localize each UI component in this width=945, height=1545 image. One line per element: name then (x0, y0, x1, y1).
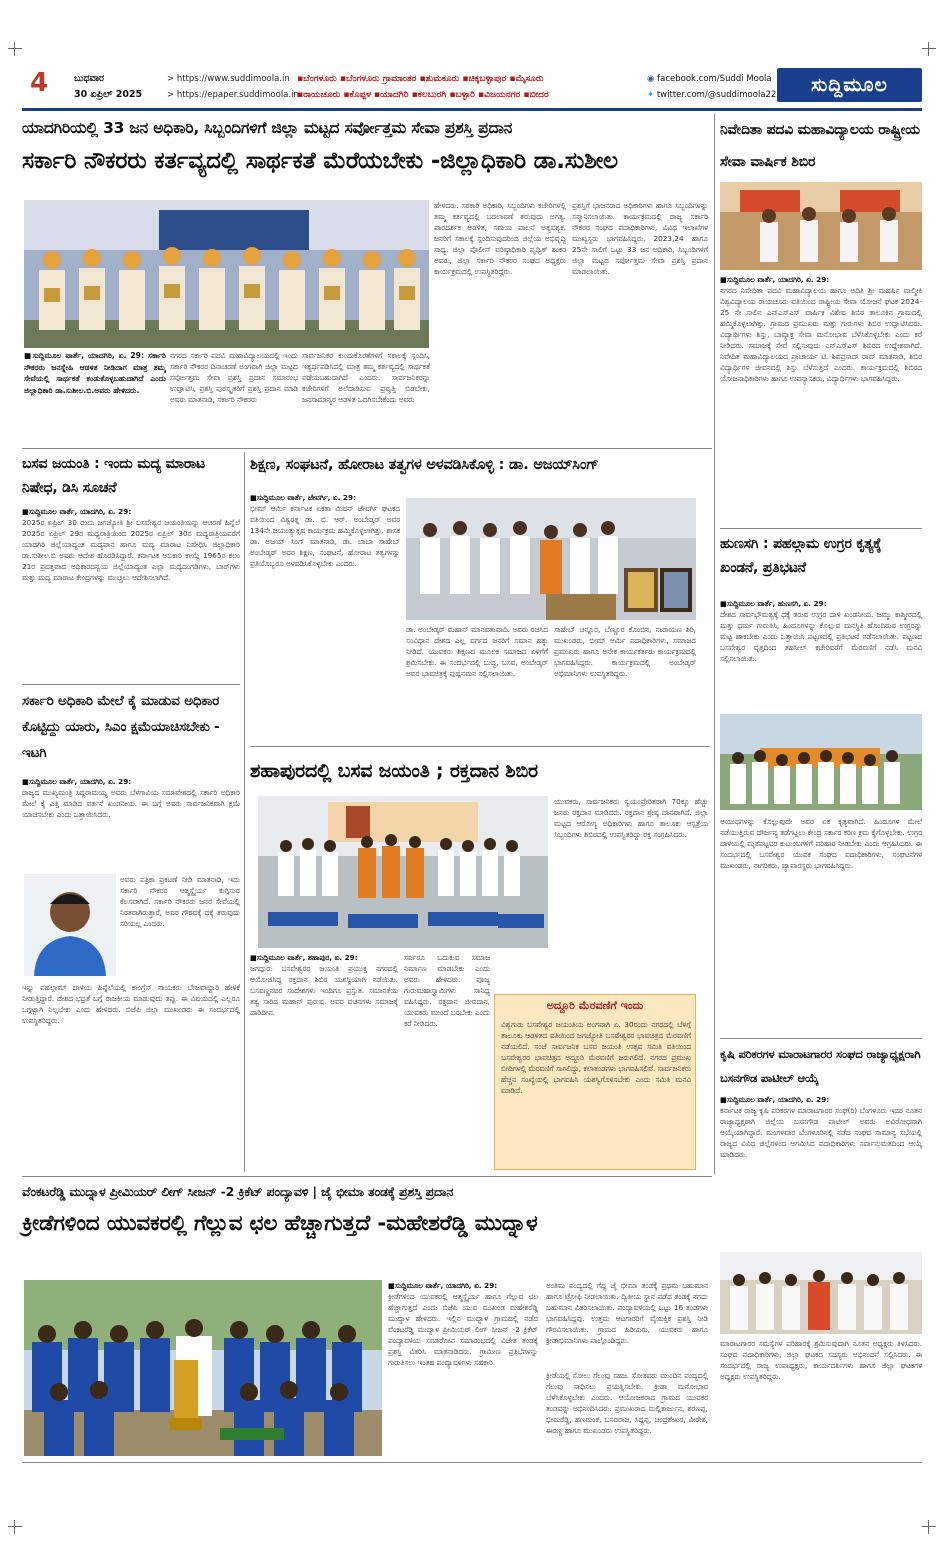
crop-mark (922, 1520, 936, 1534)
edition-cities (297, 71, 642, 103)
liquor-ban-byline: ■ಸುದ್ದಿಮೂಲ ವಾರ್ತೆ, ಯಾದಗಿರಿ, ಏ. 29: (22, 507, 132, 516)
site-links (167, 71, 299, 103)
blood-donation-byline: ■ಸುದ್ದಿಮೂಲ ವಾರ್ತೆ, ಶಹಾಪುರ, ಏ. 29: (250, 953, 358, 962)
lead-col-4: ಪ್ರಶಸ್ತಿಗೆ ಭಾಜನರಾದ ಅಧಿಕಾರಿಗಳು ಹಾಗೂ ಸಿಬ್ಬಂದಿಗಳನ್ನು ಸನ್ಮಾನಿಸಲಾಯಿತು. ಕಾರ್ಯಕ್ರಮದಲ್ಲಿ ರಾಜ್ಯ ಸರ್ಕಾರಿ ನೌಕರರ ಸಂಘದ ಪದಾಧಿಕಾರಿಗಳು, ವಿವಿಧ ಇಲಾಖೆಗಳ ಮುಖ್ಯಸ್ಥರು ಭಾಗವಹಿಸಿದ್ದರು. 2023,24 ಹಾಗೂ 25ನೇ ಸಾಲಿಗೆ ಒಟ್ಟು 33 ಜನ ಅಧಿಕಾರಿ, ಸಿಬ್ಬಂದಿಗಳಿಗೆ ಜಿಲ್ಲಾ ಮಟ್ಟದ ಸರ್ವೋತ್ತಮ ಸೇವಾ ಪ್ರಶಸ್ತಿ ಪ್ರದಾನ ಮಾಡಲಾಯಿತು. (572, 201, 708, 276)
section-divider (720, 1038, 922, 1039)
blood-donation-side: ಯುವಕರು, ಸಾರ್ವಜನಿಕರು ಸ್ವಯಂಪ್ರೇರಿತರಾಗಿ 70ಕ್ಕೂ ಹೆಚ್ಚು ಜನರು ರಕ್ತದಾನ ಮಾಡಿದರು. ರಕ್ತದಾನ ಶ್ರೇಷ್ಠ ದಾನವಾಗಿದೆ. ಜಿಲ್ಲಾ ಮಟ್ಟದ ಆರೋಗ್ಯ ಅಧಿಕಾರಿಗಳು ಹಾಗೂ ತಾಲೂಕು ಆಸ್ಪತ್ರೆಯ ಸಿಬ್ಬಂದಿಗಳು ಶಿಬಿರದಲ್ಲಿ ಉಪಸ್ಥಿತರಿದ್ದು ರಕ್ತ ಸಂಗ್ರಹಿಸಿದರು. (554, 797, 708, 839)
agri-dealers-article (720, 1042, 922, 1450)
liquor-ban-body-wrap (22, 506, 240, 678)
hunasagi-headline: ಹುಣಸಗಿ : ಪಹಲ್ಗಾಮ ಉಗ್ರರ ಕೃತ್ಯಕ್ಕೆ ಖಂಡನೆ, ಪ್ರತಿಭಟನೆ (720, 536, 882, 576)
lead-col-2: ಸಾರ್ವಜನಿಕರ ಕುಂದುಕೊರತೆಗಳಿಗೆ ಸಕಾಲಕ್ಕೆ ಸ್ಪಂದಿಸಿ, ಇತ್ಯರ್ಥಪಡಿಸಿದಲ್ಲಿ ಮಾತ್ರ ತಮ್ಮ ಕರ್ತವ್ಯದಲ್ಲಿ ಸಾರ್ಥಕತೆ ಪಡೆಯಬಹುದಾಗಿದೆ ಎಂದರು. ಸಾರ್ವಜನಿಕರನ್ನು ಕಚೇರಿಗಳಿಗೆ ಅಲೆದಾಡಿಸುವ ಪ್ರವೃತ್ತಿ ಬಿಡಬೇಕು, ಜನಸಾಮಾನ್ಯರ ಆಡಳಿತ ಒದಗಿಸಬೇಕೆಂದು ಅವರು (302, 351, 430, 404)
agri-dealers-body-2: ಮಾರಾಟಗಾರರ ಸಮಸ್ಯೆಗಳ ಪರಿಹಾರಕ್ಕೆ ಶ್ರಮಿಸುವುದಾಗಿ ನೂತನ ಅಧ್ಯಕ್ಷರು ತಿಳಿಸಿದರು. ಸಂಘದ ಪದಾಧಿಕಾರಿಗಳು, ಜಿಲ್ಲಾ ಘಟಕದ ಸದಸ್ಯರು ಅಭಿನಂದನೆ ಸಲ್ಲಿಸಿದರು. ಈ ಸಂದರ್ಭದಲ್ಲಿ ರಾಜ್ಯ ಉಪಾಧ್ಯಕ್ಷರು, ಕಾರ್ಯದರ್ಶಿಗಳು ಹಾಗೂ ಜಿಲ್ಲಾ ಘಟಕಗಳ ಅಧ್ಯಕ್ಷರು ಉಪಸ್ಥಿತರಿದ್ದರು. (720, 1339, 922, 1381)
lead-col-1: ನಗರದ ಸರ್ಕಾರಿ ಪದವಿ ಮಹಾವಿದ್ಯಾಲಯದಲ್ಲಿ ಇಂದು ಸರ್ಕಾರಿ ನೌಕರರ ದಿನಾಚರಣೆ ಅಂಗವಾಗಿ ಜಿಲ್ಲಾ ಮಟ್ಟದ ಸರ್ವೋತ್ತಮ ಸೇವಾ ಪ್ರಶಸ್ತಿ ಪ್ರದಾನ ಸಮಾರಂಭ ಉದ್ಘಾಟಿಸಿ, ಪ್ರಶಸ್ತಿ ಪುರಸ್ಕೃತರಿಗೆ ಪ್ರಶಸ್ತಿ ಪ್ರದಾನ ಮಾಡಿ ಅವರು ಮಾತನಾಡಿ, ಸರ್ಕಾರಿ ನೌಕರರು (170, 351, 298, 404)
nss-article (720, 114, 922, 510)
hunasagi-top-wrap (720, 598, 922, 708)
itagi-article (22, 688, 240, 1173)
blood-donation-photo (258, 796, 548, 948)
cricket-byline: ■ಸುದ್ದಿಮೂಲ ವಾರ್ತೆ, ಯಾದಗಿರಿ, ಏ. 29: (388, 1281, 498, 1290)
blood-donation-headline: ಶಹಾಪುರದಲ್ಲಿ ಬಸವ ಜಯಂತಿ ; ರಕ್ತದಾನ ಶಿಬಿರ (250, 760, 538, 782)
masthead (22, 68, 922, 106)
itagi-body-3: ಇನ್ನು ಪಹಲ್ಗಾಮ್ ದಾಳಿಯ ಹಿನ್ನೆಲೆಯಲ್ಲಿ ಕಾಂಗ್ರೆಸ್ ನಾಯಕರು ಬೇಜವಾಬ್ದಾರಿ ಹೇಳಿಕೆ ನೀಡುತ್ತಿದ್ದಾರೆ. ದೇಶದ ಭದ್ರತೆ ಬಗ್ಗೆ ರಾಜಕೀಯ ಮಾಡುವುದು ತಪ್ಪು. ಈ ವಿಷಯದಲ್ಲಿ ಎಲ್ಲರೂ ಒಗ್ಗಟ್ಟಾಗಿ ನಿಲ್ಲಬೇಕು ಎಂದು ಹೇಳಿದರು. ಬಿಜೆಪಿ ಜಿಲ್ಲಾ ಮುಖಂಡರು ಈ ಸಂದರ್ಭದಲ್ಲಿ ಉಪಸ್ಥಿತರಿದ್ದರು. (22, 983, 240, 1025)
ambedkar-byline: ■ಸುದ್ದಿಮೂಲ ವಾರ್ತೆ, ಜೇವರ್ಗಿ, ಏ. 29: (250, 493, 356, 502)
lead-headline: ಸರ್ಕಾರಿ ನೌಕರರು ಕರ್ತವ್ಯದಲ್ಲಿ ಸಾರ್ಥಕತೆ ಮೆರೆಯಬೇಕು -ಜಿಲ್ಲಾಧಿಕಾರಿ ಡಾ.ಸುಶೀಲ (22, 148, 618, 174)
itagi-byline: ■ಸುದ್ದಿಮೂಲ ವಾರ್ತೆ, ಯಾದಗಿರಿ, ಏ. 29: (22, 777, 132, 786)
ambedkar-article (250, 452, 710, 742)
hunasagi-article (720, 532, 922, 1032)
itagi-body-2: ಅವರು ಪತ್ರಿಕಾ ಪ್ರಕಟಣೆ ನೀಡಿ ಮಾತನಾಡಿ, ಇದು ಸರ್ಕಾರಿ ನೌಕರರ ಆತ್ಮಸ್ಥೈರ್ಯ ಕುಗ್ಗಿಸುವ ಕೆಲಸವಾಗಿದೆ. ಸರ್ಕಾರಿ ನೌಕರರು ಜನರ ಸೇವೆಯಲ್ಲಿ ನಿರತರಾಗಿರುತ್ತಾರೆ, ಅವರ ಗೌರವಕ್ಕೆ ಧಕ್ಕೆ ತರುವುದು ಸರಿಯಲ್ಲ ಎಂದರು. (120, 875, 240, 928)
itagi-headline: ಸರ್ಕಾರಿ ಅಧಿಕಾರಿ ಮೇಲೆ ಕೈ ಮಾಡುವ ಅಧಿಕಾರ ಕೊಟ್ಟಿದ್ದು ಯಾರು, ಸಿಎಂ ಕ್ಷಮೆಯಾಚಿಸಬೇಕು - ಇಟಗಿ (22, 693, 220, 761)
ambedkar-col-1-wrap (250, 492, 400, 742)
date: 30 ಏಪ್ರಿಲ್ 2025 (74, 89, 143, 100)
liquor-ban-headline: ಬಸವ ಜಯಂತಿ : ಇಂದು ಮದ್ಯ ಮಾರಾಟ ನಿಷೇಧ, ಡಿಸಿ ಸೂಚನೆ (22, 456, 205, 496)
agri-dealers-photo (720, 1252, 922, 1334)
ambedkar-headline: ಶಿಕ್ಷಣ, ಸಂಘಟನೆ, ಹೋರಾಟ ತತ್ವಗಳ ಅಳವಡಿಸಿಕೊಳ್ಳಿ : ಡಾ. ಅಜಯ್‌ಸಿಂಗ್ (250, 457, 599, 473)
agri-dealers-top-wrap (720, 1094, 922, 1248)
crop-mark (8, 1520, 22, 1534)
agri-dealers-headline: ಕೃಷಿ ಪರಿಕರಗಳ ಮಾರಾಟಗಾರರ ಸಂಘದ ರಾಜ್ಯಾಧ್ಯಕ್ಷರಾಗಿ ಬಸನಗೌಡ ಪಾಟೀಲ್ ಆಯ್ಕೆ (720, 1047, 921, 1085)
blood-donation-col-2: ಸರ್ವರೂ ಬದುಕುವ ಸಮಾಜ ನಿರ್ಮಾಣ ಮಾಡಬೇಕು ಎಂದು ಅವರು ಹೇಳಿದರು. ಪೂಜ್ಯ ಗುರುಮಹಾಸ್ವಾಮಿಗಳು ಸಾನಿಧ್ಯ ವಹಿಸಿದ್ದರು. ರಕ್ತದಾನ ಜೀವದಾನ, ಯುವಕರು ಮುಂದೆ ಬರಬೇಕು ಎಂದು ಕರೆ ನೀಡಿದರು. (404, 953, 490, 1028)
hunasagi-byline: ■ಸುದ್ದಿಮೂಲ ವಾರ್ತೆ, ಹುಣಸಗಿ, ಏ. 29: (720, 599, 827, 608)
page-bottom-rule (22, 1462, 922, 1463)
ambedkar-photo (406, 498, 696, 620)
column-divider (714, 114, 715, 1174)
nss-body: ನಗರದ ನಿವೇದಿತಾ ಪದವಿ ಮಹಾವಿದ್ಯಾಲಯ ಹಾಗೂ ಅದಿತಿ ಶ್ರೀ ಮಹರ್ಷಿ ವಾಲ್ಮೀಕಿ ವಿಶ್ವವಿದ್ಯಾಲಯ ರಾಯಚೂರು ವತಿಯಿಂದ ರಾಷ್ಟ್ರೀಯ ಸೇವಾ ಯೋಜನೆ ಘಟಕ 2024-25 ನೇ ಸಾಲಿನ ಎನ್‌ಎಸ್‌ಎಸ್ ವಾರ್ಷಿಕ ವಿಶೇಷ ಶಿಬಿರ ತಾಲೂಕಿನ ಗ್ರಾಮದಲ್ಲಿ ಹಮ್ಮಿಕೊಳ್ಳಲಾಗಿತ್ತು. ಗ್ರಾಮದ ಪ್ರಮುಖರು ಮತ್ತು ಗುರುಗಳು ಶಿಬಿರ ಉದ್ಘಾಟಿಸಿದರು. ವಿದ್ಯಾರ್ಥಿಗಳು ಶಿಸ್ತು, ಬಾವ್ಯಾಕ್ತ ಸೇವಾ ಮನೋಭಾವ ಬೆಳೆಸಿಕೊಳ್ಳಬೇಕು ಎಂದು ಕರೆ ನೀಡಿದರು. ಸಮಾಜಕ್ಕೆ ಸೇವೆ ಸಲ್ಲಿಸುವುದು ಎನ್‌ಎಸ್‌ಎಸ್ ಶಿಬಿರದ ಉದ್ದೇಶವಾಗಿದೆ. ನಿವೇದಿತ ಮಹಾವಿದ್ಯಾಲಯದ ಪ್ರಾಚಾರ್ಯ ಟಿ. ಶಿವಪ್ರಸಾದ್ ರಾವ್ ಮಾತನಾಡಿ, ಶಿಬಿರ ವಿದ್ಯಾರ್ಥಿಗಳ ಜೀವನದಲ್ಲಿ ಶಿಸ್ತು ಬೆಳೆಸುತ್ತದೆ ಎಂದರು. ಕಾರ್ಯಕ್ರಮದಲ್ಲಿ ಶಿಬಿರದ ಯೋಜನಾಧಿಕಾರಿಗಳು ಹಾಗೂ ಉಪನ್ಯಾಸಕರು, ವಿದ್ಯಾರ್ಥಿಗಳು ಭಾಗವಹಿಸಿದ್ದರು. (720, 286, 922, 383)
page-number: 4 (30, 68, 49, 98)
facebook-icon: ◉ (647, 74, 655, 84)
nss-photo (720, 182, 922, 270)
issue-date (74, 71, 142, 103)
cricket-col-3: ಕ್ರೀಡೆಯಲ್ಲಿ ಸೋಲು ಗೆಲುವು ಸಹಜ. ಸೋತವರು ಮುಂದಿನ ಪಂದ್ಯದಲ್ಲಿ ಗೆಲುವು ಸಾಧಿಸಲು ಪ್ರಯತ್ನಿಸಬೇಕು. ಕ್ರೀಡಾ ಮನೋಭಾವ ಬೆಳೆಸಿಕೊಳ್ಳಬೇಕು ಎಂದರು. ಆಯೋಜಕರಾದ ಗ್ರಾಮದ ಯುವಕರ ತಂಡವನ್ನು ಅಭಿನಂದಿಸಿದರು. ಪ್ರಮುಖರಾದ ಮಲ್ಲಿಕಾರ್ಜುನ, ಶರಣಪ್ಪ, ಭೀಮರೆಡ್ಡಿ, ಹಣಮಂತ, ಬಸವರಾಜ, ಸಿದ್ದಪ್ಪ, ಚಂದ್ರಶೇಖರ, ವೀರೇಶ, ಈರಣ್ಣ ಹಾಗೂ ಮುಖಂಡರು ಉಪಸ್ಥಿತರಿದ್ದರು. (546, 1371, 708, 1435)
crop-mark (922, 42, 936, 56)
cricket-team-photo (24, 1280, 382, 1456)
nss-body-wrap (720, 274, 922, 506)
nss-byline: ■ಸುದ್ದಿಮೂಲ ವಾರ್ತೆ, ಯಾದಗಿರಿ, ಏ. 29: (720, 275, 830, 284)
itagi-top-wrap (22, 776, 240, 866)
section-divider (22, 684, 240, 685)
lead-photo (24, 200, 429, 348)
crop-mark (8, 42, 22, 56)
section-divider (22, 448, 712, 449)
cricket-col-2: ಅಂತಿಮ ಪಂದ್ಯದಲ್ಲಿ ಗೆದ್ದ ಜೈ ಭೀಮಾ ತಂಡಕ್ಕೆ ಪ್ರಥಮ ಬಹುಮಾನ ಹಾಗೂ ಟ್ರೋಫಿ ನೀಡಲಾಯಿತು. ದ್ವಿತೀಯ ಸ್ಥಾನ ಪಡೆದ ತಂಡಕ್ಕೆ ನಗದು ಬಹುಮಾನ ವಿತರಿಸಲಾಯಿತು. ಪಂದ್ಯಾವಳಿಯಲ್ಲಿ ಒಟ್ಟು 16 ತಂಡಗಳು ಭಾಗವಹಿಸಿದ್ದವು. ಉತ್ತಮ ಆಟಗಾರರಿಗೆ ವೈಯಕ್ತಿಕ ಪ್ರಶಸ್ತಿ ನೀಡಿ ಗೌರವಿಸಲಾಯಿತು. ಗ್ರಾಮದ ಹಿರಿಯರು, ಯುವಕರು ಹಾಗೂ ಕ್ರೀಡಾಭಿಮಾನಿಗಳು ಪಾಲ್ಗೊಂಡಿದ್ದರು. (546, 1281, 708, 1345)
weekday: ಬುಧವಾರ (74, 73, 105, 84)
liquor-ban-body: 2025ರ ಏಪ್ರಿಲ್ 30 ರಂದು ಜಗಜ್ಯೋತಿ ಶ್ರೀ ಬಸವೇಶ್ವರ ಜಯಂತಿಯನ್ನು ಆಚರಣೆ ಹಿನ್ನೆಲೆ 2025ರ ಏಪ್ರಿಲ್ 29ರ ಮಧ್ಯರಾತ್ರಿಯಿಂದ 2025ರ ಏಪ್ರಿಲ್ 30ರ ಮಧ್ಯರಾತ್ರಿಯವರೆಗೆ ಯಾದಗಿರಿ ಜಿಲ್ಲೆಯಾದ್ಯಂತ ಮದ್ಯಪಾನ ಹಾಗೂ ಮದ್ಯ ಮಾರಾಟ ನಿಷೇಧಿಸಿ ಜಿಲ್ಲಾಧಿಕಾರಿ ಡಾ.ಸುಶೀಲ.ಬಿ ಅವರು ಆದೇಶ ಹೊರಡಿಸಿದ್ದಾರೆ. ಕರ್ನಾಟಕ ಅಬಕಾರಿ ಕಾಯ್ದೆ 1965ರ ಕಲಂ 21ರ ಪ್ರದತ್ತವಾದ ಅಧಿಕಾರದನ್ವಯ ಜಿಲ್ಲೆಯಾದ್ಯಂತ ಎಲ್ಲಾ ಮದ್ಯದಂಗಡಿಗಳು, ಬಾರ್‌ಗಳು ಮತ್ತು ಮದ್ಯ ಮಾರಾಟ ಕೇಂದ್ರಗಳನ್ನು ಮುಚ್ಚಲು ಆದೇಶಿಸಲಾಗಿದೆ. (22, 518, 240, 582)
section-divider (250, 746, 710, 747)
hunasagi-body-1: ದೇಶದ ಸಾರ್ವಭೌಮತ್ವಕ್ಕೆ ಧಕ್ಕೆ ತರುವ ಉಗ್ರರ ದಾಳಿ ಖಂಡನೀಯ. ಜಮ್ಮು ಕಾಶ್ಮೀರದಲ್ಲಿ ಮತ್ತು ಧರ್ಮ ಗುರುತಿಸಿ, ಹಿಂದೂಗಳನ್ನು ಕೊಲ್ಲುವ ಮನಸ್ಥಿತಿ ಹೊಂದಿರುವ ಉಗ್ರರನ್ನು ಮಟ್ಟ ಹಾಕಬೇಕು ಎಂದು ಒತ್ತಾಯಿಸಿ ಪಟ್ಟಣದಲ್ಲಿ ಪ್ರತಿಭಟನೆ ನಡೆಸಲಾಯಿತು. ಪಟ್ಟಣದ ಬಸವೇಶ್ವರ ವೃತ್ತದಿಂದ ತಹಸೀಲ್ ಕಚೇರಿವರೆಗೆ ಮೆರವಣಿಗೆ ನಡೆಸಿ ಮನವಿ ಸಲ್ಲಿಸಲಾಯಿತು. (720, 610, 922, 663)
cricket-headline: ಕ್ರೀಡೆಗಳಿಂದ ಯುವಕರಲ್ಲಿ ಗೆಲ್ಲುವ ಛಲ ಹೆಚ್ಚಾಗುತ್ತದೆ -ಮಹೇಶರೆಡ್ಡಿ ಮುದ್ನಾಳ (22, 1211, 538, 1236)
facebook-link[interactable]: facebook.com/Suddi Moola (657, 74, 772, 84)
hunasagi-photo (720, 714, 922, 810)
lead-col-3: ಹೇಳಿದರು. ಸರಕಾರಿ ಅಧಿಕಾರಿ, ಸಿಬ್ಬಂದಿಗಳು ಕಚೇರಿಗಳಲ್ಲಿ ತಮ್ಮ ಕರ್ತವ್ಯದಲ್ಲಿ ಬದಲಾವಣೆ ತರುವುದು ಅಗತ್ಯ. ಪಾರದರ್ಶಕ ಆಡಳಿತ, ಸಮಯ ಪಾಲನೆ ಅತ್ಯವಶ್ಯಕ. ಜನರಿಗೆ ಸಕಾಲಕ್ಕೆ ಸ್ಪಂದಿಸುವುದರಿಂದ ಜಿಲ್ಲೆಯ ಅಭಿವೃದ್ಧಿ ಸಾಧ್ಯ. ಜಿಲ್ಲಾ ಪೊಲೀಸ್ ವರಿಷ್ಠಾಧಿಕಾರಿ ಪೃಥ್ವಿಕ್ ಶಂಕರ ಅವರು, ಜಿಲ್ಲಾ ಸರ್ಕಾರಿ ನೌಕರರ ಸಂಘದ ಅಧ್ಯಕ್ಷರು ಕಾರ್ಯಕ್ರಮದಲ್ಲಿ ಉಪಸ್ಥಿತರಿದ್ದರು. (434, 201, 566, 276)
website-link[interactable]: > https://www.suddimoola.in (167, 74, 290, 84)
section-divider (720, 528, 922, 529)
procession-notice-title: ಅದ್ದೂರಿ ಮೆರವಣಿಗೆ ಇಂದು (546, 999, 644, 1012)
lead-kicker: ಯಾದಗಿರಿಯಲ್ಲಿ 33 ಜನ ಅಧಿಕಾರಿ, ಸಿಬ್ಬಂದಿಗಳಿಗೆ ಜಿಲ್ಲಾ ಮಟ್ಟದ ಸರ್ವೋತ್ತಮ ಸೇವಾ ಪ್ರಶಸ್ತಿ ಪ್ರದಾನ (22, 119, 513, 137)
section-divider (22, 1176, 712, 1177)
liquor-ban-article (22, 452, 240, 682)
cricket-kicker: ವೆಂಕಟರೆಡ್ಡಿ ಮುದ್ನಾಳ ಪ್ರೀಮಿಯರ್ ಲೀಗ್ ಸೀಜನ್ -2 ಕ್ರಿಕೆಟ್ ಪಂದ್ಯಾವಳಿ | ಜೈ ಭೀಮಾ ತಂಡಕ್ಕೆ ಪ್ರಶಸ್ತಿ ಪ್ರದಾನ (22, 1184, 454, 1199)
social-links (647, 71, 776, 103)
lead-caption: ■ಸುದ್ದಿಮೂಲ ವಾರ್ತೆ, ಯಾದಗಿರಿ, ಏ. 29: ಸರ್ಕಾರಿ ನೌಕರರು ಜನಸ್ನೇಹಿ ಆಡಳಿತ ನೀಡಿದಾಗ ಮಾತ್ರ ತಮ್ಮ ಸೇವೆಯಲ್ಲಿ ಸಾರ್ಥಕತೆ ಕಂಡುಕೊಳ್ಳಬಹುದಾಗಿದೆ ಎಂದು ಜಿಲ್ಲಾಧಿಕಾರಿ ಡಾ.ಸುಶೀಲ.ಬಿ.ಅವರು ಹೇಳಿದರು. (24, 351, 166, 395)
cricket-col-1: ಕ್ರೀಡೆಗಳಿಂದ ಯುವಕರಲ್ಲಿ ಆತ್ಮಸ್ಥೈರ್ಯ ಹಾಗೂ ಗೆಲ್ಲುವ ಛಲ ಹೆಚ್ಚಾಗುತ್ತದೆ ಎಂದು ಬಿಜೆಪಿ ಯುವ ಮುಖಂಡ ಮಹೇಶರೆಡ್ಡಿ ಮುದ್ನಾಳ ಹೇಳಿದರು. ಇಲ್ಲಿನ ಮುದ್ನಾಳ ಗ್ರಾಮದಲ್ಲಿ ನಡೆದ ವೆಂಕಟರೆಡ್ಡಿ ಮುದ್ನಾಳ ಪ್ರೀಮಿಯರ್ ಲೀಗ್ ಸೀಜನ್ -2 ಕ್ರಿಕೆಟ್ ಪಂದ್ಯಾವಳಿಯ ಸಮಾರೋಪ ಸಮಾರಂಭದಲ್ಲಿ ವಿಜೇತ ತಂಡಕ್ಕೆ ಪ್ರಶಸ್ತಿ ವಿತರಿಸಿ ಮಾತನಾಡಿದರು. ಗ್ರಾಮೀಣ ಪ್ರತಿಭೆಗಳನ್ನು ಗುರುತಿಸಲು ಇಂತಹ ಪಂದ್ಯಾವಳಿಗಳು ಸಹಕಾರಿ. (388, 1292, 538, 1367)
nss-headline: ನಿವೇದಿತಾ ಪದವಿ ಮಹಾವಿದ್ಯಾಲಯ ರಾಷ್ಟ್ರೀಯ ಸೇವಾ ವಾರ್ಷಿಕ ಶಿಬಿರ (720, 122, 920, 170)
hunasagi-body-2: ಆಯುಧಗಳನ್ನು ಕೊಲ್ಲುವುದೇ ಅವರ ಏಕ ಕೃತ್ಯವಾಗಿದೆ. ಹಿಂದೂಗಳ ಮೇಲೆ ನಡೆಯುತ್ತಿರುವ ದೌರ್ಜನ್ಯ ತಡೆಗಟ್ಟಲು ಕೇಂದ್ರ ಸರ್ಕಾರ ಕಠಿಣ ಕ್ರಮ ಕೈಗೊಳ್ಳಬೇಕು. ಉಗ್ರರ ದಾಳಿಯಲ್ಲಿ ಮೃತಪಟ್ಟವರ ಕುಟುಂಬಗಳಿಗೆ ಪರಿಹಾರ ನೀಡಬೇಕು ಎಂದು ಆಗ್ರಹಿಸಿದರು. ಈ ಸಂದರ್ಭದಲ್ಲಿ ಬಸವೇಶ್ವರ ಯುವಕ ಸಂಘದ ಪದಾಧಿಕಾರಿಗಳು, ಸಂಘಟನೆಗಳ ಮುಖಂಡರು, ನಾಗರಿಕರು, ವ್ಯಾಪಾರಸ್ಥರು ಭಾಗವಹಿಸಿದ್ದರು. (720, 817, 922, 870)
twitter-icon: ✦ (647, 90, 655, 100)
procession-notice-body: ವಿಶ್ವಗುರು ಬಸವೇಶ್ವರ ಜಯಂತಿಯ ಅಂಗವಾಗಿ ಏ. 30ರಂದು ನಗರದಲ್ಲಿ ಬೆಳಿಗ್ಗೆ ತಾಲೂಕು ಆಡಳಿತದ ವತಿಯಿಂದ ಜಗಜ್ಯೋತಿ ಬಸವೇಶ್ವರರ ಭಾವಚಿತ್ರದ ಮೆರವಣಿಗೆ ನಡೆಯಲಿದೆ. ಸಂಜೆ ಸಾರ್ವಜನಿಕ ಬಸವ ಜಯಂತಿ ಉತ್ಸವ ಸಮಿತಿ ವತಿಯಿಂದ ಬಸವೇಶ್ವರರ ಭಾವಚಿತ್ರದ ಅದ್ದೂರಿ ಮೆರವಣಿಗೆ ಜರುಗಲಿದೆ. ನಗರದ ಪ್ರಮುಖ ಬೀದಿಗಳಲ್ಲಿ ಮೆರವಣಿಗೆ ಸಾಗಲಿದ್ದು, ಕಲಾತಂಡಗಳು ಭಾಗವಹಿಸಲಿವೆ. ಸಾರ್ವಜನಿಕರು ಹೆಚ್ಚಿನ ಸಂಖ್ಯೆಯಲ್ಲಿ ಭಾಗವಹಿಸಿ ಯಶಸ್ವಿಗೊಳಿಸಬೇಕು ಎಂದು ಸಮಿತಿ ಮನವಿ ಮಾಡಿದೆ. (501, 1020, 691, 1095)
blood-donation-col-1-wrap (250, 952, 398, 1168)
masthead-rule (22, 108, 922, 111)
ambedkar-col-3: ಸಾಹೇಬ್ ಚನ್ನೂರ, ಬೆಣ್ಣೂರ ಕೊಂಬಿನ, ನಾರಾಯಣ ಶಿರಿ, ಮುಖಂಡರು, ಭೀಮ್ ಆರ್ಮಿ ಪದಾಧಿಕಾರಿಗಳು, ಸಮಾಜದ ಪ್ರಮುಖರು ಹಾಗೂ ಅನೇಕ ಕಾರ್ಯಕರ್ತರು ಕಾರ್ಯಕ್ರಮದಲ್ಲಿ ಭಾಗವಹಿಸಿದ್ದರು. ಕಾರ್ಯಕ್ರಮದಲ್ಲಿ ಅಂಬೇಡ್ಕರ್ ಅಭಿಮಾನಿಗಳು ಉಪಸ್ಥಿತರಿದ್ದರು. (554, 625, 696, 678)
twitter-link[interactable]: twitter.com/@suddimoola22 (656, 90, 777, 100)
itagi-portrait (24, 874, 116, 976)
epaper-link[interactable]: > https://epaper.suddimoola.in (167, 90, 299, 100)
blood-donation-col-1: ಜಗದ್ಗುರು ಬಸವೇಶ್ವರರ ಜಯಂತಿ ಪ್ರಯುಕ್ತ ನಗರದಲ್ಲಿ ಆಯೋಜಿಸಿದ್ದ ರಕ್ತದಾನ ಶಿಬಿರ ಯಶಸ್ವಿಯಾಗಿ ನಡೆಯಿತು. ಬಸವಣ್ಣನವರ ಸಂದೇಶಗಳು ಇಂದಿಗೂ ಪ್ರಸ್ತುತ. ಸಮಾನತೆಯ ತತ್ವ ಸಾರಿದ ಮಹಾನ್ ಪುರುಷ. ಅವರ ವಚನಗಳು ಸಮಾಜಕ್ಕೆ ದಾರಿದೀಪ. (250, 964, 398, 1017)
ambedkar-col-2: ಡಾ. ಅಂಬೇಡ್ಕರ್ ಮಹಾನ್ ಮಾನವತಾವಾದಿ. ಅವರು ರಚಿಸಿದ ಸಂವಿಧಾನ ದೇಶದ ಎಲ್ಲ ವರ್ಗದ ಜನರಿಗೆ ಸಮಾನ ಹಕ್ಕು ನೀಡಿದೆ. ಯುವಕರು ಶಿಕ್ಷಣದ ಮೂಲಕ ಸಮಾಜದ ಏಳಿಗೆಗೆ ಶ್ರಮಿಸಬೇಕು. ಈ ಸಂದರ್ಭದಲ್ಲಿ ಬುದ್ಧ, ಬಸವ, ಅಂಬೇಡ್ಕರ್ ಅವರ ಭಾವಚಿತ್ರಕ್ಕೆ ಪುಷ್ಪನಮನ ಸಲ್ಲಿಸಲಾಯಿತು. (406, 625, 548, 678)
cities-line-2: ▪ರಾಯಚೂರು ▪ಕೊಪ್ಪಳ ▪ಯಾದಗಿರಿ ▪ಕಲಬುರಗಿ ▪ಬಳ್ಳಾರಿ ▪ವಿಜಯನಗರ ▪ಬೀದರ (297, 90, 549, 100)
column-divider (244, 452, 245, 1172)
agri-dealers-byline: ■ಸುದ್ದಿಮೂಲ ವಾರ್ತೆ, ಯಾದಗಿರಿ, ಏ. 29: (720, 1095, 830, 1104)
agri-dealers-body-1: ಕರ್ನಾಟಕ ರಾಜ್ಯ ಕೃಷಿ ಪರಿಕರಗಳ ಮಾರಾಟಗಾರರ ಸಂಘ(ರಿ) ಬೆಂಗಳೂರು ಇದರ ನೂತನ ರಾಜ್ಯಾಧ್ಯಕ್ಷರಾಗಿ ಜಿಲ್ಲೆಯ ಬಸನಗೌಡ ಪಾಟೀಲ್ ಅವರು ಅವಿರೋಧವಾಗಿ ಆಯ್ಕೆಯಾಗಿದ್ದಾರೆ. ಮಂಗಳವಾರ ಬೆಂಗಳೂರಿನಲ್ಲಿ ನಡೆದ ಸಂಘದ ಸಾಮಾನ್ಯ ಸಭೆಯಲ್ಲಿ ರಾಜ್ಯದ ವಿವಿಧ ಜಿಲ್ಲೆಗಳಿಂದ ಆಗಮಿಸಿದ ಪದಾಧಿಕಾರಿಗಳು ಸರ್ವಾನುಮತದಿಂದ ಆಯ್ಕೆ ಮಾಡಿದರು. (720, 1106, 922, 1159)
ambedkar-col-1: ಭೀಮ್ ಆರ್ಮಿ ಕರ್ನಾಟಕ ಏಕತಾ ಮಿಷನ್ ಜೇವರ್ಗಿ ಘಟಕದ ವತಿಯಿಂದ ವಿಶ್ವರತ್ನ ಡಾ. ಬಿ. ಆರ್. ಅಂಬೇಡ್ಕರ್ ಅವರ 134ನೇ ಜಯಂತ್ಯುತ್ಸವ ಕಾರ್ಯಕ್ರಮ ಹಮ್ಮಿಕೊಳ್ಳಲಾಗಿತ್ತು. ಶಾಸಕ ಡಾ. ಅಜಯ್ ಸಿಂಗ್ ಮಾತನಾಡಿ, ಡಾ. ಬಾಬಾ ಸಾಹೇಬ್ ಅಂಬೇಡ್ಕರ್ ಅವರ ಶಿಕ್ಷಣ, ಸಂಘಟನೆ, ಹೋರಾಟ ತತ್ವಗಳನ್ನು ಪ್ರತಿಯೊಬ್ಬರೂ ಅಳವಡಿಸಿಕೊಳ್ಳಬೇಕು ಎಂದರು. (250, 504, 400, 568)
cricket-col-1-wrap (388, 1280, 538, 1456)
cities-line-1: ▪ಬೆಂಗಳೂರು ▪ಬೆಂಗಳೂರು ಗ್ರಾಮಾಂತರ ▪ತುಮಕೂರು ▪ಚಿಕ್ಕಬಳ್ಳಾಪುರ ▪ಮೈಸೂರು (297, 74, 544, 84)
procession-notice (494, 994, 696, 1170)
itagi-body-1: ರಾಜ್ಯದ ಮುಖ್ಯಮಂತ್ರಿ ಸಿದ್ದರಾಮಯ್ಯ ಅವರು ಬೆಳಗಾವಿಯ ಸಮಾವೇಶದಲ್ಲಿ ಸರ್ಕಾರಿ ಅಧಿಕಾರಿ ಮೇಲೆ ಕೈ ಎತ್ತಿ ಮಾಡಿದ ವರ್ತನೆ ಖಂಡನೀಯ. ಈ ಬಗ್ಗೆ ಅವರು ಸಾರ್ವಜನಿಕವಾಗಿ ಕ್ಷಮೆ ಯಾಚಿಸಬೇಕು ಎಂದು ಒತ್ತಾಯಿಸಿದರು. (22, 788, 240, 819)
newspaper-logo: ಸುದ್ದಿಮೂಲ (777, 68, 922, 102)
